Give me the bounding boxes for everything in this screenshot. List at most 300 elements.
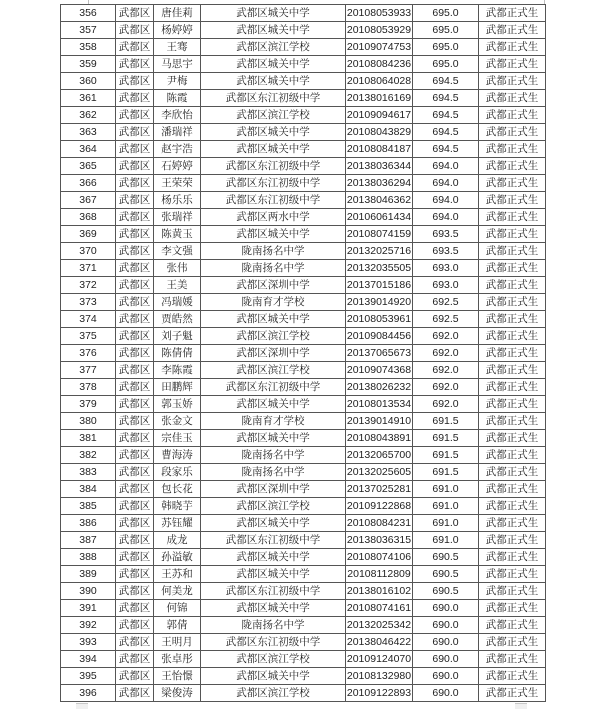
table-row: [61, 617, 546, 634]
exam-id-cell: 20108084231: [346, 515, 413, 532]
category-cell: 武都正式生: [479, 362, 546, 379]
category-cell: 武都正式生: [479, 345, 546, 362]
student-name-cell: 贾皓然: [154, 311, 201, 328]
rank-cell: 375: [61, 328, 116, 345]
rank-cell: 395: [61, 668, 116, 685]
score-cell: 690.0: [413, 651, 479, 668]
rank-cell: 368: [61, 209, 116, 226]
district-cell: 武都区: [116, 328, 154, 345]
student-name-cell: 马思宇: [154, 56, 201, 73]
category-cell: 武都正式生: [479, 158, 546, 175]
table-row: [61, 532, 546, 549]
school-cell: 武都区东江初级中学: [201, 192, 346, 209]
district-cell: 武都区: [116, 107, 154, 124]
student-name-cell: 王美: [154, 277, 201, 294]
student-name-cell: 杨乐乐: [154, 192, 201, 209]
score-cell: 691.5: [413, 464, 479, 481]
rank-cell: 376: [61, 345, 116, 362]
category-cell: 武都正式生: [479, 498, 546, 515]
score-cell: 691.5: [413, 413, 479, 430]
exam-id-cell: 20139014920: [346, 294, 413, 311]
category-cell: 武都正式生: [479, 56, 546, 73]
score-cell: 691.0: [413, 481, 479, 498]
student-name-cell: 张卓彤: [154, 651, 201, 668]
exam-id-cell: 20108132980: [346, 668, 413, 685]
student-name-cell: 潘瑞祥: [154, 124, 201, 141]
category-cell: 武都正式生: [479, 311, 546, 328]
rank-cell: 365: [61, 158, 116, 175]
score-cell: 692.0: [413, 396, 479, 413]
rank-cell: 362: [61, 107, 116, 124]
student-name-cell: 包长花: [154, 481, 201, 498]
exam-id-cell: 20108053961: [346, 311, 413, 328]
school-cell: 陇南育才学校: [201, 294, 346, 311]
category-cell: 武都正式生: [479, 141, 546, 158]
score-cell: 690.0: [413, 668, 479, 685]
table-row: [61, 243, 546, 260]
exam-id-cell: 20108053929: [346, 22, 413, 39]
rank-cell: 379: [61, 396, 116, 413]
page-corner-mark-right: [515, 703, 527, 709]
exam-id-cell: 20138046422: [346, 634, 413, 651]
table-row: [61, 447, 546, 464]
school-cell: 武都区城关中学: [201, 22, 346, 39]
district-cell: 武都区: [116, 141, 154, 158]
district-cell: 武都区: [116, 515, 154, 532]
school-cell: 武都区城关中学: [201, 396, 346, 413]
student-name-cell: 曹海涛: [154, 447, 201, 464]
score-cell: 694.5: [413, 107, 479, 124]
table-row: [61, 651, 546, 668]
exam-id-cell: 20109124070: [346, 651, 413, 668]
rank-cell: 358: [61, 39, 116, 56]
district-cell: 武都区: [116, 345, 154, 362]
rank-cell: 385: [61, 498, 116, 515]
school-cell: 武都区城关中学: [201, 73, 346, 90]
table-row: [61, 107, 546, 124]
score-cell: 690.5: [413, 566, 479, 583]
district-cell: 武都区: [116, 447, 154, 464]
category-cell: 武都正式生: [479, 73, 546, 90]
rank-cell: 389: [61, 566, 116, 583]
table-row: [61, 600, 546, 617]
table-row: [61, 311, 546, 328]
school-cell: 武都区滨江学校: [201, 498, 346, 515]
district-cell: 武都区: [116, 192, 154, 209]
rank-cell: 361: [61, 90, 116, 107]
table-row: [61, 464, 546, 481]
school-cell: 武都区城关中学: [201, 600, 346, 617]
rank-cell: 396: [61, 685, 116, 702]
exam-id-cell: 20109122893: [346, 685, 413, 702]
exam-id-cell: 20108074159: [346, 226, 413, 243]
score-cell: 690.0: [413, 617, 479, 634]
category-cell: 武都正式生: [479, 209, 546, 226]
exam-id-cell: 20138016169: [346, 90, 413, 107]
rank-cell: 372: [61, 277, 116, 294]
district-cell: 武都区: [116, 311, 154, 328]
school-cell: 武都区滨江学校: [201, 651, 346, 668]
category-cell: 武都正式生: [479, 464, 546, 481]
category-cell: 武都正式生: [479, 396, 546, 413]
rank-cell: 363: [61, 124, 116, 141]
category-cell: 武都正式生: [479, 566, 546, 583]
student-name-cell: 段家乐: [154, 464, 201, 481]
table-row: [61, 175, 546, 192]
score-cell: 693.5: [413, 243, 479, 260]
district-cell: 武都区: [116, 175, 154, 192]
rank-cell: 364: [61, 141, 116, 158]
exam-id-cell: 20137065673: [346, 345, 413, 362]
district-cell: 武都区: [116, 5, 154, 22]
score-cell: 694.5: [413, 124, 479, 141]
rank-cell: 390: [61, 583, 116, 600]
score-cell: 695.0: [413, 39, 479, 56]
district-cell: 武都区: [116, 532, 154, 549]
rank-cell: 357: [61, 22, 116, 39]
category-cell: 武都正式生: [479, 600, 546, 617]
table-row: [61, 430, 546, 447]
table-row: [61, 141, 546, 158]
score-cell: 692.0: [413, 379, 479, 396]
category-cell: 武都正式生: [479, 430, 546, 447]
page-corner-mark-left: [76, 703, 88, 709]
exam-id-cell: 20108084236: [346, 56, 413, 73]
school-cell: 武都区东江初级中学: [201, 583, 346, 600]
district-cell: 武都区: [116, 685, 154, 702]
rank-cell: 386: [61, 515, 116, 532]
student-name-cell: 何美龙: [154, 583, 201, 600]
score-cell: 692.0: [413, 362, 479, 379]
student-name-cell: 王怡憬: [154, 668, 201, 685]
student-name-cell: 田鹏辉: [154, 379, 201, 396]
score-cell: 694.5: [413, 90, 479, 107]
exam-id-cell: 20138036315: [346, 532, 413, 549]
table-row: [61, 5, 546, 22]
table-body: [61, 5, 546, 702]
student-name-cell: 唐佳莉: [154, 5, 201, 22]
score-cell: 693.0: [413, 277, 479, 294]
school-cell: 武都区深圳中学: [201, 277, 346, 294]
district-cell: 武都区: [116, 90, 154, 107]
district-cell: 武都区: [116, 481, 154, 498]
student-name-cell: 冯瑞媛: [154, 294, 201, 311]
table-row: [61, 90, 546, 107]
school-cell: 陇南扬名中学: [201, 260, 346, 277]
rank-cell: 377: [61, 362, 116, 379]
school-cell: 武都区城关中学: [201, 430, 346, 447]
school-cell: 武都区城关中学: [201, 124, 346, 141]
category-cell: 武都正式生: [479, 515, 546, 532]
table-row: [61, 583, 546, 600]
score-cell: 694.0: [413, 209, 479, 226]
table-row: [61, 328, 546, 345]
rank-cell: 374: [61, 311, 116, 328]
score-cell: 692.0: [413, 328, 479, 345]
exam-id-cell: 20108084187: [346, 141, 413, 158]
exam-id-cell: 20132035505: [346, 260, 413, 277]
exam-id-cell: 20106061434: [346, 209, 413, 226]
score-cell: 690.0: [413, 600, 479, 617]
table-row: [61, 22, 546, 39]
table-row: [61, 277, 546, 294]
table-row: [61, 481, 546, 498]
category-cell: 武都正式生: [479, 685, 546, 702]
exam-id-cell: 20132065700: [346, 447, 413, 464]
district-cell: 武都区: [116, 566, 154, 583]
district-cell: 武都区: [116, 651, 154, 668]
school-cell: 武都区深圳中学: [201, 481, 346, 498]
rank-cell: 387: [61, 532, 116, 549]
school-cell: 武都区城关中学: [201, 226, 346, 243]
category-cell: 武都正式生: [479, 532, 546, 549]
score-cell: 693.5: [413, 226, 479, 243]
category-cell: 武都正式生: [479, 5, 546, 22]
school-cell: 武都区东江初级中学: [201, 532, 346, 549]
district-cell: 武都区: [116, 73, 154, 90]
category-cell: 武都正式生: [479, 90, 546, 107]
rank-cell: 391: [61, 600, 116, 617]
school-cell: 武都区城关中学: [201, 5, 346, 22]
district-cell: 武都区: [116, 600, 154, 617]
school-cell: 武都区滨江学校: [201, 39, 346, 56]
category-cell: 武都正式生: [479, 549, 546, 566]
category-cell: 武都正式生: [479, 260, 546, 277]
district-cell: 武都区: [116, 158, 154, 175]
exam-id-cell: 20109094617: [346, 107, 413, 124]
student-name-cell: 梁俊涛: [154, 685, 201, 702]
score-cell: 692.0: [413, 345, 479, 362]
rank-cell: 371: [61, 260, 116, 277]
rank-cell: 380: [61, 413, 116, 430]
school-cell: 武都区城关中学: [201, 515, 346, 532]
district-cell: 武都区: [116, 498, 154, 515]
exam-id-cell: 20138046362: [346, 192, 413, 209]
table-row: [61, 124, 546, 141]
exam-id-cell: 20132025716: [346, 243, 413, 260]
category-cell: 武都正式生: [479, 226, 546, 243]
table-row: [61, 413, 546, 430]
rank-cell: 382: [61, 447, 116, 464]
rank-cell: 381: [61, 430, 116, 447]
district-cell: 武都区: [116, 583, 154, 600]
category-cell: 武都正式生: [479, 107, 546, 124]
score-cell: 694.5: [413, 73, 479, 90]
district-cell: 武都区: [116, 56, 154, 73]
category-cell: 武都正式生: [479, 617, 546, 634]
student-name-cell: 张瑞祥: [154, 209, 201, 226]
school-cell: 武都区滨江学校: [201, 362, 346, 379]
score-cell: 694.0: [413, 158, 479, 175]
district-cell: 武都区: [116, 209, 154, 226]
exam-id-cell: 20108074161: [346, 600, 413, 617]
category-cell: 武都正式生: [479, 413, 546, 430]
category-cell: 武都正式生: [479, 379, 546, 396]
school-cell: 武都区东江初级中学: [201, 158, 346, 175]
student-name-cell: 王骞: [154, 39, 201, 56]
exam-id-cell: 20138036294: [346, 175, 413, 192]
student-name-cell: 苏钰耀: [154, 515, 201, 532]
student-name-cell: 孙溢敏: [154, 549, 201, 566]
table-row: [61, 56, 546, 73]
score-cell: 693.0: [413, 260, 479, 277]
student-name-cell: 李文强: [154, 243, 201, 260]
score-cell: 690.5: [413, 549, 479, 566]
school-cell: 武都区滨江学校: [201, 107, 346, 124]
rank-cell: 383: [61, 464, 116, 481]
student-name-cell: 何锦: [154, 600, 201, 617]
score-cell: 690.5: [413, 583, 479, 600]
school-cell: 陇南扬名中学: [201, 447, 346, 464]
school-cell: 武都区东江初级中学: [201, 379, 346, 396]
school-cell: 陇南扬名中学: [201, 464, 346, 481]
school-cell: 武都区城关中学: [201, 668, 346, 685]
school-cell: 陇南扬名中学: [201, 617, 346, 634]
school-cell: 武都区滨江学校: [201, 328, 346, 345]
rank-cell: 359: [61, 56, 116, 73]
student-name-cell: 韩晓芋: [154, 498, 201, 515]
student-name-cell: 郭玉娇: [154, 396, 201, 413]
school-cell: 武都区两水中学: [201, 209, 346, 226]
table-row: [61, 362, 546, 379]
score-cell: 695.0: [413, 22, 479, 39]
category-cell: 武都正式生: [479, 175, 546, 192]
exam-id-cell: 20138036344: [346, 158, 413, 175]
student-name-cell: 赵宇浩: [154, 141, 201, 158]
table-row: [61, 634, 546, 651]
table-row: [61, 379, 546, 396]
exam-id-cell: 20108064028: [346, 73, 413, 90]
rank-cell: 369: [61, 226, 116, 243]
rank-cell: 378: [61, 379, 116, 396]
school-cell: 武都区深圳中学: [201, 345, 346, 362]
table-row: [61, 260, 546, 277]
category-cell: 武都正式生: [479, 583, 546, 600]
student-name-cell: 刘子魁: [154, 328, 201, 345]
score-cell: 691.5: [413, 447, 479, 464]
table-row: [61, 226, 546, 243]
student-name-cell: 王荣荣: [154, 175, 201, 192]
table-row: [61, 549, 546, 566]
student-name-cell: 郭倩: [154, 617, 201, 634]
district-cell: 武都区: [116, 362, 154, 379]
score-cell: 690.0: [413, 685, 479, 702]
exam-id-cell: 20108112809: [346, 566, 413, 583]
district-cell: 武都区: [116, 226, 154, 243]
category-cell: 武都正式生: [479, 481, 546, 498]
exam-id-cell: 20139014910: [346, 413, 413, 430]
table-row: [61, 73, 546, 90]
exam-id-cell: 20109074753: [346, 39, 413, 56]
district-cell: 武都区: [116, 379, 154, 396]
rank-cell: 392: [61, 617, 116, 634]
school-cell: 武都区城关中学: [201, 566, 346, 583]
school-cell: 陇南扬名中学: [201, 243, 346, 260]
rank-cell: 356: [61, 5, 116, 22]
category-cell: 武都正式生: [479, 124, 546, 141]
student-name-cell: 杨婷婷: [154, 22, 201, 39]
district-cell: 武都区: [116, 668, 154, 685]
district-cell: 武都区: [116, 549, 154, 566]
score-cell: 691.0: [413, 515, 479, 532]
exam-id-cell: 20109074368: [346, 362, 413, 379]
rank-cell: 367: [61, 192, 116, 209]
student-name-cell: 张金文: [154, 413, 201, 430]
exam-id-cell: 20132025342: [346, 617, 413, 634]
school-cell: 武都区东江初级中学: [201, 175, 346, 192]
score-cell: 694.0: [413, 192, 479, 209]
school-cell: 武都区城关中学: [201, 141, 346, 158]
category-cell: 武都正式生: [479, 651, 546, 668]
school-cell: 武都区滨江学校: [201, 685, 346, 702]
category-cell: 武都正式生: [479, 328, 546, 345]
exam-id-cell: 20109122868: [346, 498, 413, 515]
district-cell: 武都区: [116, 22, 154, 39]
exam-id-cell: 20109084456: [346, 328, 413, 345]
district-cell: 武都区: [116, 277, 154, 294]
table-row: [61, 158, 546, 175]
score-cell: 694.5: [413, 141, 479, 158]
score-cell: 692.5: [413, 294, 479, 311]
exam-id-cell: 20137015186: [346, 277, 413, 294]
category-cell: 武都正式生: [479, 39, 546, 56]
category-cell: 武都正式生: [479, 668, 546, 685]
score-cell: 691.5: [413, 430, 479, 447]
table-row: [61, 668, 546, 685]
district-cell: 武都区: [116, 260, 154, 277]
student-name-cell: 宗佳玉: [154, 430, 201, 447]
exam-id-cell: 20108053933: [346, 5, 413, 22]
district-cell: 武都区: [116, 617, 154, 634]
school-cell: 武都区东江初级中学: [201, 90, 346, 107]
school-cell: 武都区城关中学: [201, 311, 346, 328]
category-cell: 武都正式生: [479, 634, 546, 651]
score-cell: 691.0: [413, 532, 479, 549]
score-cell: 692.5: [413, 311, 479, 328]
rank-cell: 360: [61, 73, 116, 90]
admission-score-table: [60, 4, 546, 702]
rank-cell: 384: [61, 481, 116, 498]
table-row: [61, 209, 546, 226]
student-name-cell: 尹梅: [154, 73, 201, 90]
exam-id-cell: 20138016102: [346, 583, 413, 600]
rank-cell: 388: [61, 549, 116, 566]
rank-cell: 373: [61, 294, 116, 311]
score-cell: 694.0: [413, 175, 479, 192]
student-name-cell: 陈黄玉: [154, 226, 201, 243]
rank-cell: 366: [61, 175, 116, 192]
score-cell: 695.0: [413, 56, 479, 73]
table-row: [61, 498, 546, 515]
student-name-cell: 李陈霞: [154, 362, 201, 379]
category-cell: 武都正式生: [479, 447, 546, 464]
exam-id-cell: 20108074106: [346, 549, 413, 566]
school-cell: 武都区东江初级中学: [201, 634, 346, 651]
school-cell: 武都区城关中学: [201, 549, 346, 566]
student-name-cell: 张伟: [154, 260, 201, 277]
score-cell: 691.0: [413, 498, 479, 515]
rank-cell: 393: [61, 634, 116, 651]
district-cell: 武都区: [116, 124, 154, 141]
exam-id-cell: 20132025605: [346, 464, 413, 481]
exam-id-cell: 20137025281: [346, 481, 413, 498]
student-name-cell: 陈倩倩: [154, 345, 201, 362]
category-cell: 武都正式生: [479, 243, 546, 260]
table-row: [61, 345, 546, 362]
table-row: [61, 192, 546, 209]
table-row: [61, 294, 546, 311]
exam-id-cell: 20138026232: [346, 379, 413, 396]
